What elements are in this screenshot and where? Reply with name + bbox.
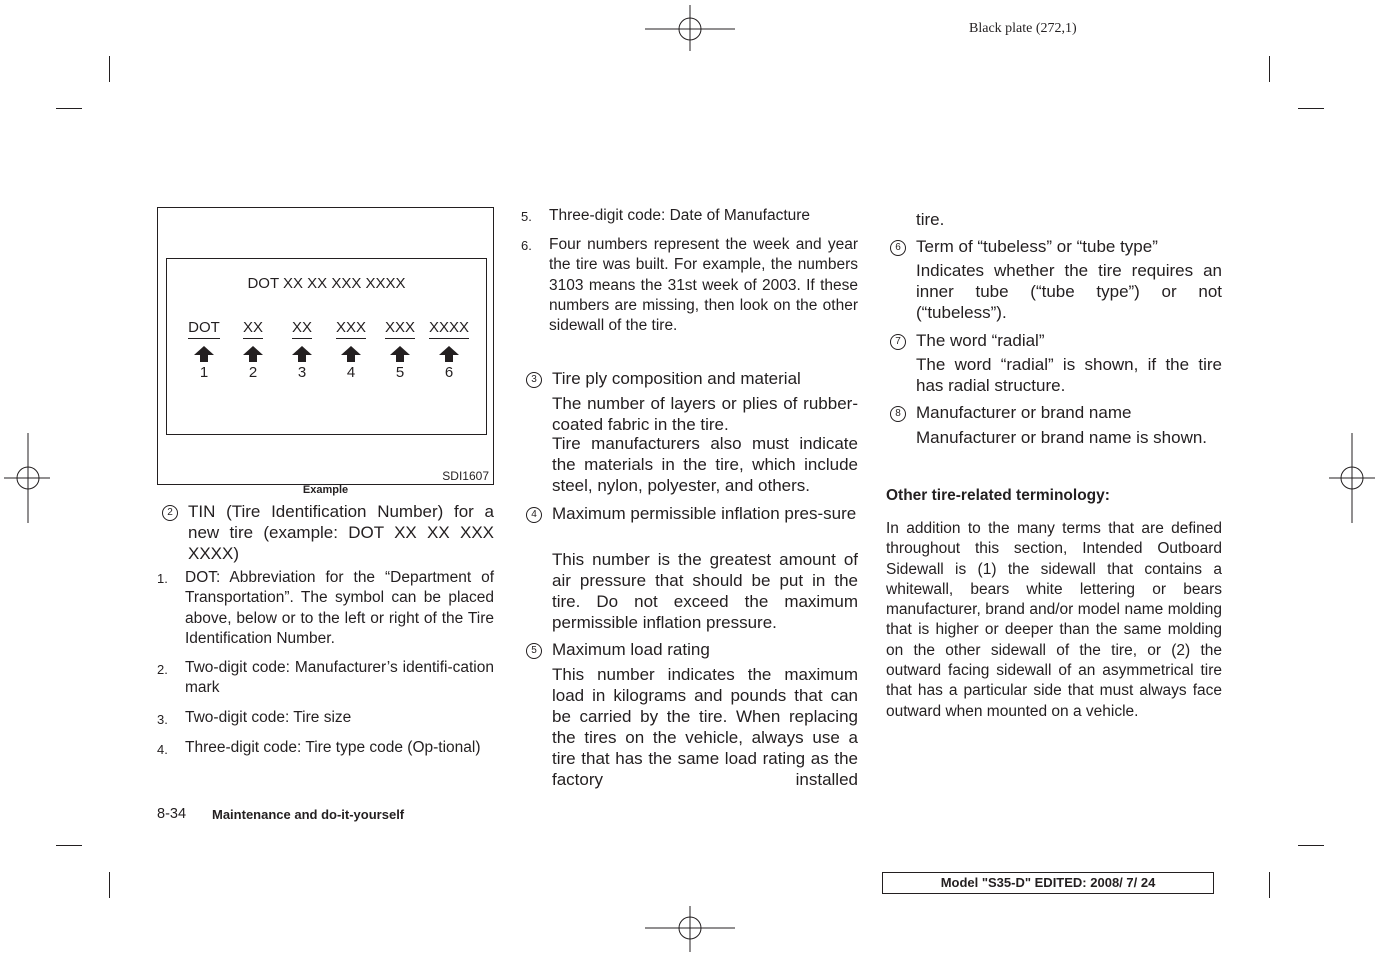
arrow-up-icon: [439, 346, 459, 362]
tin-segment-number: 6: [444, 364, 454, 381]
item-marker-7: 7: [890, 334, 906, 350]
arrow-up-icon: [390, 346, 410, 362]
registration-mark-bottom: [645, 906, 735, 952]
tin-segment-number: 5: [395, 364, 405, 381]
tin-segment-number: 3: [297, 364, 307, 381]
item-marker-8: 8: [890, 406, 906, 422]
tin-figure: [157, 207, 494, 485]
tin-segment-number: 2: [248, 364, 258, 381]
section-heading: Other tire-related terminology:: [886, 487, 1110, 504]
list-number: 3.: [157, 712, 168, 727]
tin-segment-code: XX: [243, 320, 263, 339]
tin-example-header: DOT XX XX XXX XXXX: [247, 275, 406, 292]
item-title: Term of “tubeless” or “tube type”: [916, 237, 1158, 256]
list-number: 4.: [157, 742, 168, 757]
item-body: This number is the greatest amount of air pressure that should be put in the tire. Do not exceed the maximum permissible inflation pressure.: [552, 550, 858, 632]
tin-segment-code: DOT: [188, 320, 220, 339]
list-number: 5.: [521, 209, 532, 224]
arrow-up-icon: [341, 346, 361, 362]
tin-figure-panel: [166, 258, 487, 435]
item-title: Manufacturer or brand name: [916, 403, 1132, 422]
arrow-up-icon: [292, 346, 312, 362]
list-number: 6.: [521, 238, 532, 253]
list-number: 1.: [157, 571, 168, 586]
item-title: Maximum permissible inflation pres-sure: [552, 504, 857, 523]
tin-segment-code: XX: [292, 320, 312, 339]
item-body: Indicates whether the tire requires an inner tube (“tube type”) or not (“tubeless”).: [916, 261, 1222, 322]
list-item-text: Three-digit code: Tire type code (Op-tional): [185, 739, 481, 756]
registration-mark-right: [1329, 433, 1375, 523]
tin-segment-code: XXXX: [429, 320, 469, 339]
list-number: 2.: [157, 662, 168, 677]
model-edit-box: Model "S35-D" EDITED: 2008/ 7/ 24: [882, 872, 1214, 894]
item-title: Tire ply composition and material: [552, 369, 801, 388]
registration-mark-top: [645, 5, 735, 51]
list-item-text: Three-digit code: Date of Manufacture: [549, 207, 811, 224]
item-marker-3: 3: [526, 372, 542, 388]
item-marker-6: 6: [890, 240, 906, 256]
item-body: This number indicates the maximum load in kilograms and pounds that can be carried by the tire. When replacing the tires on the vehicle, always use a tire that has the same load rating as the factory installed: [552, 665, 858, 789]
item-title: The word “radial”: [916, 331, 1045, 350]
tin-segment-code: XXX: [385, 320, 415, 339]
continued-text: tire.: [916, 210, 945, 229]
item-body: The number of layers or plies of rubber-coated fabric in the tire.: [552, 394, 858, 434]
tin-segment: [419, 319, 479, 381]
arrow-up-icon: [243, 346, 263, 362]
tin-segment-code: XXX: [336, 320, 366, 339]
item-body: The word “radial” is shown, if the tire has radial structure.: [916, 355, 1222, 395]
tin-segment-number: 4: [346, 364, 356, 381]
plate-label: Black plate (272,1): [969, 21, 1077, 36]
list-item-text: Four numbers represent the week and year the tire was built. For example, the numbers 3103 means the 31st week of 2003. If these numbers are missing, then look on the other sidewall of the tire.: [549, 236, 858, 335]
figure-caption: Example: [302, 484, 349, 496]
tin-segment-number: 1: [199, 364, 209, 381]
section-title: Maintenance and do-it-yourself: [212, 807, 405, 822]
item-marker-5: 5: [526, 643, 542, 659]
arrow-up-icon: [194, 346, 214, 362]
item-marker-2: 2: [162, 505, 178, 521]
item-body: Manufacturer or brand name is shown.: [916, 428, 1208, 447]
page-number: 8-34: [157, 806, 187, 822]
item-marker-4: 4: [526, 507, 542, 523]
figure-id: SDI1607: [442, 469, 489, 483]
list-item-text: DOT: Abbreviation for the “Department of Transportation”. The symbol can be placed above, below or to the left or right of the Tire Identification Number.: [185, 569, 494, 647]
registration-mark-left: [4, 433, 50, 523]
item-body: Tire manufacturers also must indicate the materials in the tire, which include steel, nylon, polyester, and others.: [552, 434, 858, 495]
section-paragraph: In addition to the many terms that are defined throughout this section, Intended Outboard Sidewall is (1) the sidewall that contains a whitewall, bears white lettering or bears manufacturer, brand and/or model name molding that is higher or deeper than the same molding on the other sidewall of the tire, or (2) the outward facing sidewall of an asymmetrical tire that has a particular side that must always face outward when mounted on a vehicle.: [886, 520, 1222, 720]
tin-item-title: TIN (Tire Identification Number) for a new tire (example: DOT XX XX XXX XXXX): [188, 502, 494, 563]
list-item-text: Two-digit code: Tire size: [185, 709, 352, 726]
list-item-text: Two-digit code: Manufacturer’s identifi-cation mark: [185, 659, 494, 697]
item-title: Maximum load rating: [552, 640, 710, 659]
